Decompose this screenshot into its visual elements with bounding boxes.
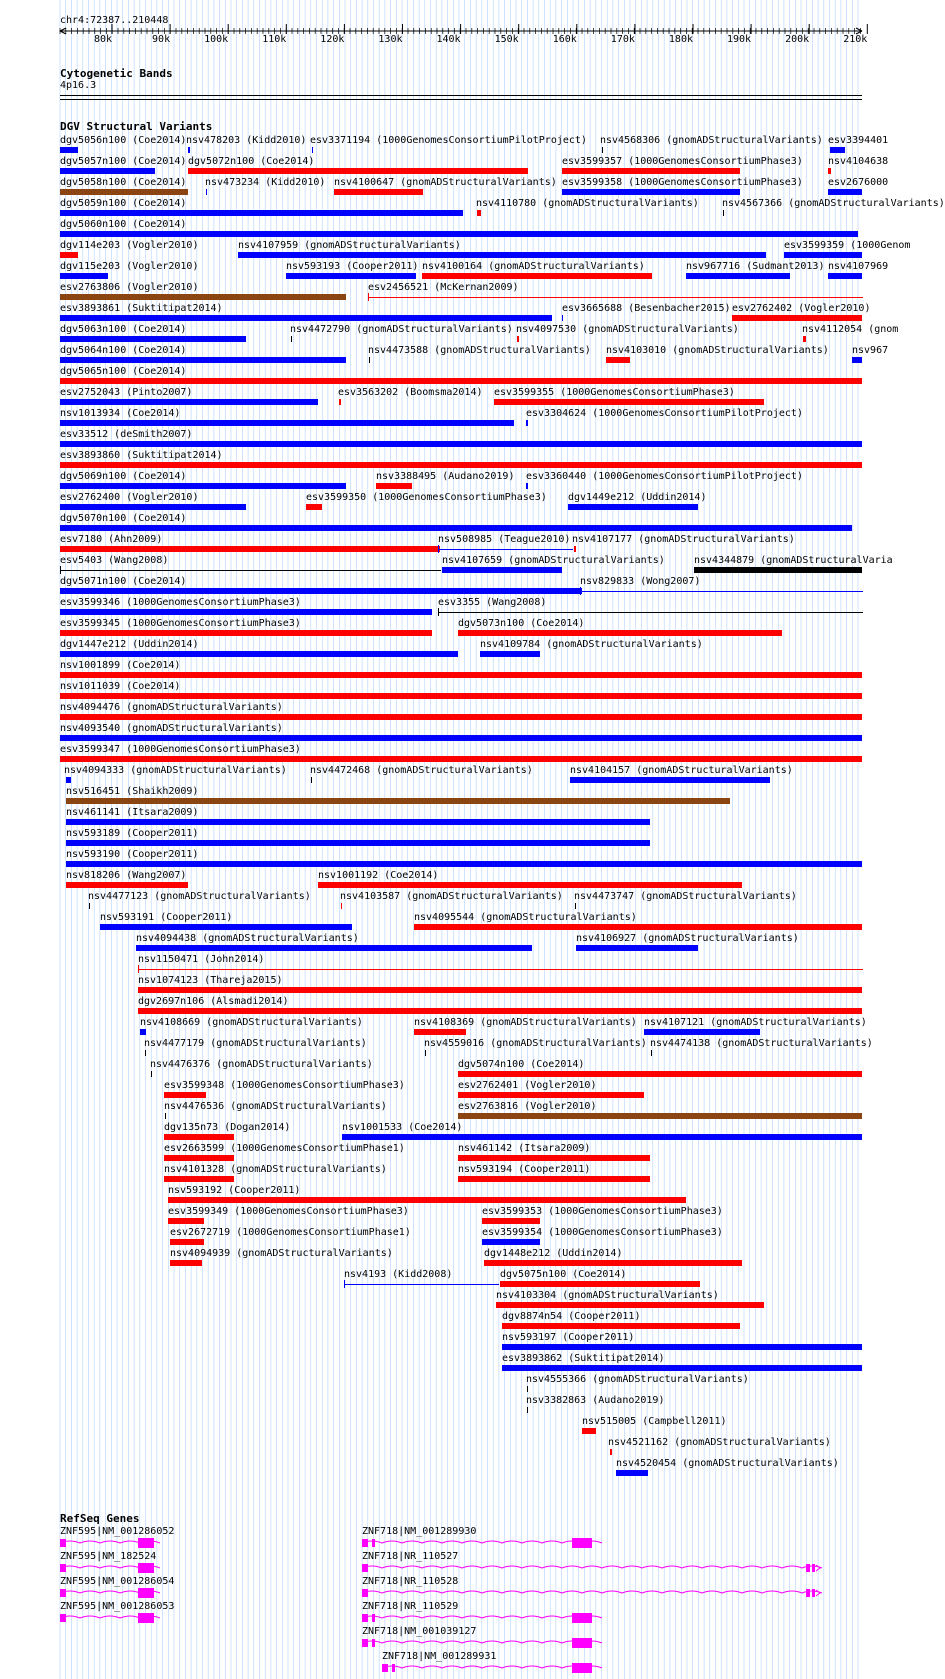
sv-label[interactable]: nsv593193 (Cooper2011) [286,261,419,272]
gene-label[interactable]: ZNF718|NR_110529 [362,1601,459,1612]
gene-model[interactable] [60,1563,160,1573]
sv-label[interactable]: esv3599346 (1000GenomesConsortiumPhase3) [60,597,301,608]
sv-label[interactable]: nsv829833 (Wong2007) [580,576,701,587]
sv-label[interactable]: esv3599350 (1000GenomesConsortiumPhase3) [306,492,547,503]
sv-label[interactable]: esv3599353 (1000GenomesConsortiumPhase3) [482,1206,723,1217]
gene-model[interactable] [60,1588,160,1598]
sv-label[interactable]: nsv1013934 (Coe2014) [60,408,181,419]
sv-label[interactable]: nsv4559016 (gnomADStructuralVariants) [424,1038,647,1049]
sv-label[interactable]: esv3893862 (Suktitipat2014) [502,1353,665,1364]
sv-label[interactable]: nsv593194 (Cooper2011) [458,1164,591,1175]
sv-label[interactable]: nsv4103304 (gnomADStructuralVariants) [496,1290,719,1301]
sv-label[interactable]: dgv1447e212 (Uddin2014) [60,639,199,650]
gene-model[interactable] [60,1613,160,1623]
sv-label[interactable]: esv3893861 (Suktitipat2014) [60,303,223,314]
sv-label[interactable]: esv2456521 (McKernan2009) [368,282,519,293]
gene-model[interactable] [60,1538,160,1548]
sv-label[interactable]: dgv8874n54 (Cooper2011) [502,1311,641,1322]
sv-label[interactable]: esv5403 (Wang2008) [60,555,169,566]
sv-label[interactable]: dgv5060n100 (Coe2014) [60,219,187,230]
sv-label[interactable]: nsv4567366 (gnomADStructuralVariants) [722,198,945,209]
sv-label[interactable]: nsv4193 (Kidd2008) [344,1269,453,1280]
sv-label[interactable]: nsv478203 (Kidd2010) [186,135,307,146]
sv-label[interactable]: nsv508985 (Teague2010) [438,534,571,545]
sv-label[interactable]: esv3599357 (1000GenomesConsortiumPhase3) [562,156,803,167]
gene-label[interactable]: ZNF718|NR_110528 [362,1576,459,1587]
ruler-tick-150k: 150k [494,34,519,45]
sv-label[interactable]: esv3665688 (Besenbacher2015) [562,303,731,314]
sv-label[interactable]: nsv593197 (Cooper2011) [502,1332,635,1343]
sv-label[interactable]: nsv4476376 (gnomADStructuralVariants) [150,1059,373,1070]
sv-label[interactable]: nsv4094438 (gnomADStructuralVariants) [136,933,359,944]
sv-label[interactable]: nsv473234 (Kidd2010) [205,177,326,188]
sv-label[interactable]: nsv4107969 [828,261,889,272]
gene-label[interactable]: ZNF595|NM_182524 [60,1551,157,1562]
sv-label[interactable]: esv2763816 (Vogler2010) [458,1101,597,1112]
ruler-tick-170k: 170k [610,34,635,45]
ruler-tick-160k: 160k [552,34,577,45]
sv-label[interactable]: nsv1001192 (Coe2014) [318,870,439,881]
sv-label[interactable]: dgv5075n100 (Coe2014) [500,1269,627,1280]
sv-label[interactable]: nsv4100647 (gnomADStructuralVariants) [334,177,557,188]
sv-label[interactable]: esv2762401 (Vogler2010) [458,1080,597,1091]
sv-label[interactable]: nsv4476536 (gnomADStructuralVariants) [164,1101,387,1112]
gene-model[interactable] [382,1663,602,1673]
ruler-tick-140k: 140k [436,34,461,45]
sv-label[interactable]: nsv593190 (Cooper2011) [66,849,199,860]
sv-label[interactable]: nsv4520454 (gnomADStructuralVariants) [616,1458,839,1469]
ruler-tick-200k: 200k [785,34,810,45]
sv-label[interactable]: dgv2697n106 (Alsmadi2014) [138,996,289,1007]
sv-label[interactable]: nsv4093540 (gnomADStructuralVariants) [60,723,283,734]
sv-label[interactable]: esv3599345 (1000GenomesConsortiumPhase3) [60,618,301,629]
sv-label[interactable]: nsv4104157 (gnomADStructuralVariants) [570,765,793,776]
sv-label[interactable]: esv3599355 (1000GenomesConsortiumPhase3) [494,387,735,398]
sv-label[interactable]: esv2752043 (Pinto2007) [60,387,193,398]
sv-label[interactable]: nsv4521162 (gnomADStructuralVariants) [608,1437,831,1448]
sv-label[interactable]: esv3371194 (1000GenomesConsortiumPilotProject) [310,135,587,146]
refseq-title: RefSeq Genes [60,1512,140,1525]
sv-label[interactable]: esv2676000 [828,177,889,188]
gene-label[interactable]: ZNF718|NM_001039127 [362,1626,477,1637]
sv-label[interactable]: nsv1001899 (Coe2014) [60,660,181,671]
gene-model[interactable] [362,1613,602,1623]
ruler-tick-120k: 120k [320,34,345,45]
gene-model[interactable] [362,1638,602,1648]
sv-label[interactable]: nsv4107659 (gnomADStructuralVariants) [442,555,665,566]
sv-label[interactable]: nsv515005 (Campbell2011) [582,1416,727,1427]
sv-label[interactable]: esv7180 (Ahn2009) [60,534,163,545]
sv-label[interactable]: dgv5063n100 (Coe2014) [60,324,187,335]
sv-label[interactable]: nsv4100164 (gnomADStructuralVariants) [422,261,645,272]
sv-label[interactable]: nsv4110780 (gnomADStructuralVariants) [476,198,699,209]
ruler-tick-210k: 210k [843,34,868,45]
sv-label[interactable]: dgv5074n100 (Coe2014) [458,1059,585,1070]
sv-label[interactable]: nsv4094476 (gnomADStructuralVariants) [60,702,283,713]
sv-label[interactable]: esv2762402 (Vogler2010) [732,303,871,314]
sv-label[interactable]: dgv135n73 (Dogan2014) [164,1122,291,1133]
sv-label[interactable]: nsv1150471 (John2014) [138,954,265,965]
ruler-tick-80k: 80k [93,34,112,45]
sv-label[interactable]: nsv4473747 (gnomADStructuralVariants) [574,891,797,902]
sv-label[interactable]: nsv4107177 (gnomADStructuralVariants) [572,534,795,545]
sv-label[interactable]: nsv4101328 (gnomADStructuralVariants) [164,1164,387,1175]
sv-label[interactable]: esv3599354 (1000GenomesConsortiumPhase3) [482,1227,723,1238]
sv-label[interactable]: nsv4109784 (gnomADStructuralVariants) [480,639,703,650]
sv-label[interactable]: nsv4097530 (gnomADStructuralVariants) [516,324,739,335]
ruler-tick-100k: 100k [204,34,229,45]
sv-label[interactable]: esv3304624 (1000GenomesConsortiumPilotProject) [526,408,803,419]
gene-model[interactable] [362,1538,602,1548]
sv-label[interactable]: nsv818206 (Wang2007) [66,870,187,881]
sv-label[interactable]: dgv5058n100 (Coe2014) [60,177,187,188]
sv-label[interactable]: nsv3382863 (Audano2019) [526,1395,665,1406]
sv-label[interactable]: nsv4477123 (gnomADStructuralVariants) [88,891,311,902]
sv-label[interactable]: dgv5057n100 (Coe2014) [60,156,187,167]
sv-label[interactable]: esv3355 (Wang2008) [438,597,547,608]
ruler-tick-180k: 180k [668,34,693,45]
sv-label[interactable]: nsv4107121 (gnomADStructuralVariants) [644,1017,867,1028]
sv-label[interactable]: esv3893860 (Suktitipat2014) [60,450,223,461]
gene-label[interactable]: ZNF595|NM_001286052 [60,1526,175,1537]
sv-label[interactable]: esv2672719 (1000GenomesConsortiumPhase1) [170,1227,411,1238]
sv-label[interactable]: esv2663599 (1000GenomesConsortiumPhase1) [164,1143,405,1154]
sv-label[interactable]: nsv967 [852,345,889,356]
sv-label[interactable]: dgv114e203 (Vogler2010) [60,240,199,251]
sv-label[interactable]: esv2763806 (Vogler2010) [60,282,199,293]
sv-label[interactable]: nsv1011039 (Coe2014) [60,681,181,692]
sv-label[interactable]: dgv5065n100 (Coe2014) [60,366,187,377]
sv-label[interactable]: nsv4108369 (gnomADStructuralVariants) [414,1017,637,1028]
sv-label[interactable]: nsv4095544 (gnomADStructuralVariants) [414,912,637,923]
sv-label[interactable]: nsv593189 (Cooper2011) [66,828,199,839]
sv-label[interactable]: nsv593191 (Cooper2011) [100,912,233,923]
sv-label[interactable]: nsv4112054 (gnom [802,324,899,335]
sv-label[interactable]: dgv5059n100 (Coe2014) [60,198,187,209]
sv-label[interactable]: nsv4568306 (gnomADStructuralVariants) [600,135,823,146]
sv-label[interactable]: esv3563202 (Boomsma2014) [338,387,483,398]
sv-label[interactable]: dgv5069n100 (Coe2014) [60,471,187,482]
sv-label[interactable]: esv3599358 (1000GenomesConsortiumPhase3) [562,177,803,188]
ruler-tick-190k: 190k [727,34,752,45]
sv-label[interactable]: nsv4555366 (gnomADStructuralVariants) [526,1374,749,1385]
gene-label[interactable]: ZNF718|NM_001289930 [362,1526,477,1537]
sv-label[interactable]: dgv1449e212 (Uddin2014) [568,492,707,503]
sv-label[interactable]: nsv4103587 (gnomADStructuralVariants) [340,891,563,902]
ruler-tick-90k: 90k [152,34,171,45]
sv-label[interactable]: nsv4344879 (gnomADStructuralVaria [694,555,893,566]
sv-label[interactable]: nsv4107959 (gnomADStructuralVariants) [238,240,461,251]
sv-label[interactable]: nsv4473588 (gnomADStructuralVariants) [368,345,591,356]
gene-model[interactable] [362,1589,822,1597]
sv-label[interactable]: nsv4474138 (gnomADStructuralVariants) [650,1038,873,1049]
sv-label[interactable]: nsv4104638 [828,156,889,167]
sv-label[interactable]: esv3360440 (1000GenomesConsortiumPilotProject) [526,471,803,482]
sv-label[interactable]: nsv967716 (Sudmant2013) [686,261,825,272]
sv-label[interactable]: esv3394401 [828,135,889,146]
sv-label[interactable]: dgv5073n100 (Coe2014) [458,618,585,629]
sv-label[interactable]: nsv4094939 (gnomADStructuralVariants) [170,1248,393,1259]
sv-label[interactable]: esv3599347 (1000GenomesConsortiumPhase3) [60,744,301,755]
sv-label[interactable]: esv2762400 (Vogler2010) [60,492,199,503]
gene-label[interactable]: ZNF718|NM_001289931 [382,1651,497,1662]
sv-label[interactable]: dgv115e203 (Vogler2010) [60,261,199,272]
sv-label[interactable]: nsv4472790 (gnomADStructuralVariants) [290,324,513,335]
sv-label[interactable]: nsv1001533 (Coe2014) [342,1122,463,1133]
sv-label[interactable]: nsv4472468 (gnomADStructuralVariants) [310,765,533,776]
gene-label[interactable]: ZNF595|NM_001286054 [60,1576,175,1587]
sv-label[interactable]: nsv4106927 (gnomADStructuralVariants) [576,933,799,944]
sv-label[interactable]: dgv1448e212 (Uddin2014) [484,1248,623,1259]
sv-label[interactable]: esv3599348 (1000GenomesConsortiumPhase3) [164,1080,405,1091]
dgv-title: DGV Structural Variants [60,120,213,133]
sv-label[interactable]: dgv5064n100 (Coe2014) [60,345,187,356]
sv-label[interactable]: dgv5056n100 (Coe2014) [60,135,187,146]
ruler-tick-110k: 110k [262,34,287,45]
locus-label: chr4:72387..210448 [60,15,169,26]
sv-label[interactable]: nsv1074123 (Thareja2015) [138,975,283,986]
sv-label[interactable]: esv33512 (deSmith2007) [60,429,193,440]
sv-label[interactable]: nsv4477179 (gnomADStructuralVariants) [144,1038,367,1049]
gene-model[interactable] [362,1564,822,1572]
sv-label[interactable]: esv3599349 (1000GenomesConsortiumPhase3) [168,1206,409,1217]
sv-label[interactable]: nsv3388495 (Audano2019) [376,471,515,482]
sv-label[interactable]: nsv4103010 (gnomADStructuralVariants) [606,345,829,356]
ruler-tick-130k: 130k [378,34,403,45]
cytoband-label: 4p16.3 [60,80,97,91]
sv-label[interactable]: esv3599359 (1000Genom [784,240,911,251]
gene-label[interactable]: ZNF595|NM_001286053 [60,1601,175,1612]
sv-label[interactable]: nsv461141 (Itsara2009) [66,807,199,818]
gene-label[interactable]: ZNF718|NR_110527 [362,1551,459,1562]
cytoband-title: Cytogenetic Bands [60,67,173,80]
sv-label[interactable]: nsv4108669 (gnomADStructuralVariants) [140,1017,363,1028]
sv-label[interactable]: dgv5072n100 (Coe2014) [188,156,315,167]
sv-label[interactable]: nsv4094333 (gnomADStructuralVariants) [64,765,287,776]
sv-label[interactable]: dgv5071n100 (Coe2014) [60,576,187,587]
sv-label[interactable]: dgv5070n100 (Coe2014) [60,513,187,524]
sv-label[interactable]: nsv593192 (Cooper2011) [168,1185,301,1196]
sv-label[interactable]: nsv461142 (Itsara2009) [458,1143,591,1154]
sv-label[interactable]: nsv516451 (Shaikh2009) [66,786,199,797]
